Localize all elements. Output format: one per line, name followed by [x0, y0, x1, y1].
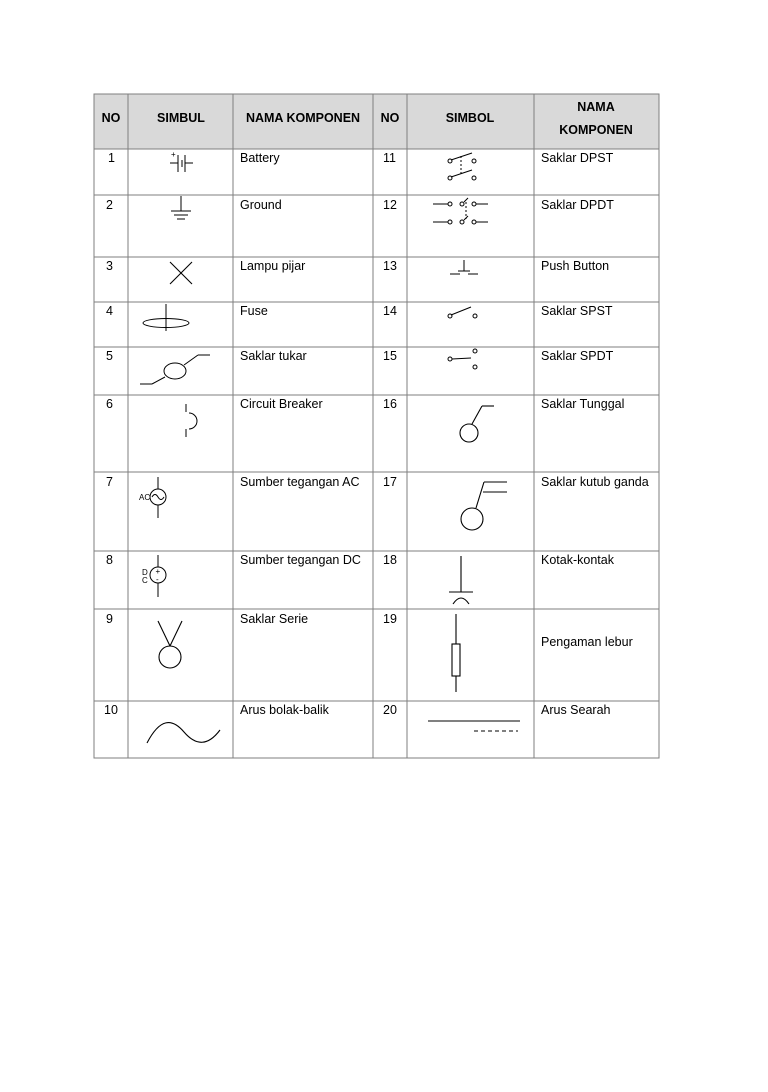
component-name: Sumber tegangan AC — [240, 475, 360, 489]
row-number: 3 — [106, 259, 113, 273]
series-switch-icon — [158, 621, 182, 668]
circuit-breaker-icon — [186, 404, 197, 437]
table-grid — [94, 94, 659, 758]
component-name: Saklar kutub ganda — [541, 475, 649, 489]
row-number: 13 — [383, 259, 397, 273]
row-number: 10 — [104, 703, 118, 717]
component-name: Push Button — [541, 259, 610, 273]
row-number: 2 — [106, 198, 113, 212]
fuse-box-icon — [452, 614, 460, 692]
row-10 — [104, 703, 611, 717]
row-number: 9 — [106, 612, 113, 626]
row-number: 12 — [383, 198, 397, 212]
push-button-icon — [450, 260, 478, 274]
row-4 — [106, 304, 613, 318]
component-name: Kotak-kontak — [541, 553, 614, 567]
row-2 — [106, 198, 614, 212]
row-number: 7 — [106, 475, 113, 489]
component-name: Pengaman lebur — [541, 635, 633, 649]
lamp-cross-icon — [170, 262, 192, 284]
component-name: Sumber tegangan DC — [240, 553, 361, 567]
row-number: 15 — [383, 349, 397, 363]
ac-source-label: AC — [139, 493, 151, 502]
component-name: Saklar SPST — [541, 304, 613, 318]
switch-spst-icon — [448, 307, 477, 318]
header-no-left: NO — [101, 111, 121, 125]
dc-current-icon — [428, 721, 520, 731]
socket-outlet-icon — [449, 556, 473, 604]
row-number: 6 — [106, 397, 113, 411]
row-number: 16 — [383, 397, 397, 411]
ac-source-icon — [150, 477, 166, 518]
component-name: Circuit Breaker — [240, 397, 323, 411]
component-name: Saklar tukar — [240, 349, 307, 363]
fuse-icon — [143, 304, 189, 331]
component-name: Fuse — [240, 304, 268, 318]
row-number: 8 — [106, 553, 113, 567]
row-number: 20 — [383, 703, 397, 717]
row-number: 14 — [383, 304, 397, 318]
component-name: Lampu pijar — [240, 259, 306, 273]
component-name: Ground — [240, 198, 282, 212]
battery-plus-label: + — [171, 150, 176, 159]
switch-spdt-icon — [448, 349, 477, 369]
component-name: Saklar Tunggal — [541, 397, 625, 411]
changeover-switch-icon — [140, 355, 210, 384]
dc-source-plus: + — [155, 567, 161, 576]
component-name: Saklar SPDT — [541, 349, 614, 363]
row-number: 11 — [383, 151, 396, 165]
dc-source-label-c: C — [142, 576, 148, 585]
row-7 — [106, 475, 649, 489]
dc-source-label-d: D — [142, 568, 148, 577]
row-number: 5 — [106, 349, 113, 363]
component-name: Arus Searah — [541, 703, 611, 717]
header-name-right-line2: KOMPONEN — [559, 123, 633, 137]
row-number: 17 — [383, 475, 397, 489]
row-5 — [106, 349, 614, 363]
double-pole-switch-icon — [461, 482, 507, 530]
switch-dpst-icon — [448, 153, 476, 180]
switch-dpdt-icon — [433, 198, 488, 224]
row-6 — [106, 397, 624, 411]
header-no-right: NO — [380, 111, 400, 125]
header-symbol-left: SIMBUL — [157, 111, 205, 125]
single-switch-icon — [460, 406, 494, 442]
component-name: Battery — [240, 151, 280, 165]
component-name: Arus bolak-balik — [240, 703, 329, 717]
ground-icon — [171, 196, 191, 219]
component-name: Saklar DPST — [541, 151, 614, 165]
component-name: Saklar DPDT — [541, 198, 614, 212]
row-number: 18 — [383, 553, 397, 567]
header-name-left: NAMA KOMPONEN — [245, 111, 361, 125]
ac-wave-icon — [147, 723, 220, 743]
header-symbol-right: SIMBOL — [445, 111, 495, 125]
row-9 — [106, 612, 633, 649]
component-name: Saklar Serie — [240, 612, 309, 626]
row-8 — [106, 553, 615, 567]
row-number: 19 — [383, 612, 397, 626]
row-1 — [108, 151, 614, 165]
dc-source-minus: - — [156, 575, 159, 584]
row-number: 1 — [108, 151, 115, 165]
row-number: 4 — [106, 304, 113, 318]
header-name-right-line1: NAMA — [577, 100, 615, 114]
